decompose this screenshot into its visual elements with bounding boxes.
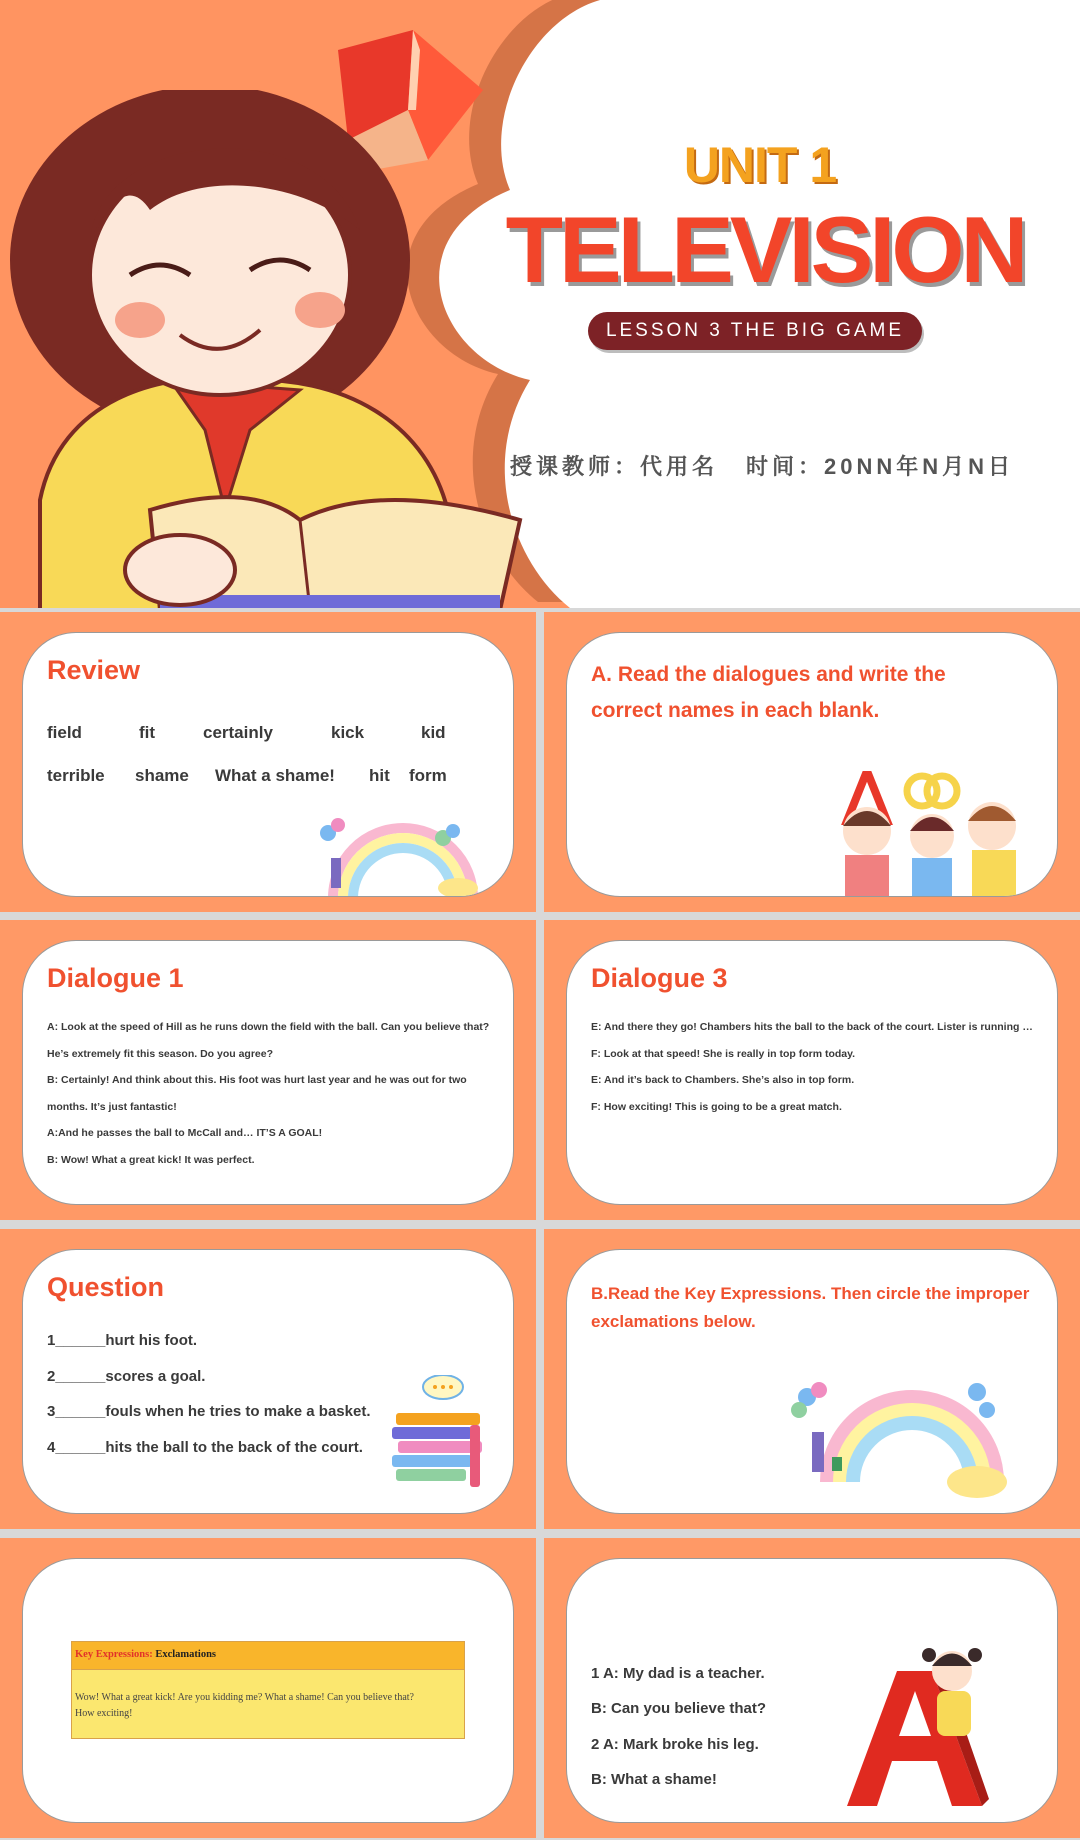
slide-card	[22, 1249, 514, 1514]
date-label: 时间：20NN年N月N日	[746, 454, 1015, 479]
slide-card	[566, 1558, 1058, 1823]
slide-title: Question	[47, 1272, 165, 1302]
key-expressions-line: How exciting!	[75, 1708, 133, 1719]
dialogue-line: A: Look at the speed of Hill as he runs down the field with the ball. Can you believe that?	[47, 1021, 490, 1033]
key-expressions-table	[71, 1641, 465, 1739]
slide-title: Dialogue 3	[591, 963, 728, 993]
slide-question	[0, 1229, 536, 1529]
vocab-word: hit	[369, 766, 390, 785]
rainbow-illustration	[313, 803, 483, 897]
slide-task-a	[544, 612, 1080, 912]
task-b-heading-line1: B.Read the Key Expressions. Then circle the improper	[591, 1284, 1030, 1303]
slide-dialogue-3	[544, 920, 1080, 1220]
key-expressions-body	[72, 1670, 464, 1722]
vocab-word: kid	[421, 723, 446, 742]
slide-card	[566, 1249, 1058, 1514]
slide-card	[566, 940, 1058, 1205]
dialogue-line: F: How exciting! This is going to be a great match.	[591, 1101, 842, 1113]
slide-exercise	[544, 1538, 1080, 1838]
vocab-word: fit	[139, 723, 156, 742]
exclamations-label: Exclamations	[155, 1649, 216, 1660]
unit-title: UNIT 1	[683, 137, 837, 193]
slide-task-b	[544, 1229, 1080, 1529]
slide-card	[22, 940, 514, 1205]
dialogue-line: E: And there they go! Chambers hits the ball to the back of the court. Lister is running …	[591, 1021, 1033, 1033]
task-a-heading-line2: correct names in each blank.	[591, 699, 880, 722]
slide-card	[22, 632, 514, 897]
slide-dialogue-1	[0, 920, 536, 1220]
slide-review	[0, 612, 536, 912]
vocab-word: What a shame!	[215, 766, 335, 785]
vocab-word: field	[47, 723, 82, 742]
main-title: TELEVISION	[505, 197, 1025, 302]
slide-title: Dialogue 1	[47, 963, 184, 993]
question-item: 1______hurt his foot.	[47, 1332, 198, 1349]
exercise-line: 1 A: My dad is a teacher.	[591, 1665, 765, 1682]
dialogue-line: F: Look at that speed! She is really in top form today.	[591, 1048, 856, 1060]
vocab-word: kick	[331, 723, 365, 742]
vocab-word: terrible	[47, 766, 105, 785]
vocab-word: certainly	[203, 723, 273, 742]
task-b-heading-line2: exclamations below.	[591, 1312, 756, 1331]
slide-card	[22, 1558, 514, 1823]
kids-with-letters-illustration	[817, 771, 1037, 897]
slide-card	[566, 632, 1058, 897]
dialogue-line: B: Certainly! And think about this. His foot was hurt last year and he was out for two	[47, 1074, 467, 1086]
vocab-word: form	[409, 766, 447, 785]
key-expressions-label: Key Expressions:	[75, 1649, 153, 1660]
exercise-line: B: What a shame!	[591, 1771, 717, 1788]
dialogue-line: He’s extremely fit this season. Do you agree?	[47, 1048, 274, 1060]
key-expressions-header	[72, 1642, 464, 1670]
key-expressions-line: Wow! What a great kick! Are you kidding me? What a shame! Can you believe that?	[75, 1692, 414, 1703]
dialogue-line: E: And it’s back to Chambers. She’s also in top form.	[591, 1074, 855, 1086]
exercise-line: 2 A: Mark broke his leg.	[591, 1736, 759, 1753]
letter-a-girl-illustration	[837, 1641, 997, 1811]
reading-girl-illustration	[0, 90, 560, 608]
task-a-heading-line1: A. Read the dialogues and write the	[591, 663, 946, 686]
vocab-word: shame	[135, 766, 189, 785]
cover-slide	[0, 0, 1080, 608]
question-item: 3______fouls when he tries to make a basket.	[47, 1403, 371, 1420]
dialogue-line: B: Wow! What a great kick! It was perfect.	[47, 1154, 255, 1166]
question-item: 4______hits the ball to the back of the court.	[47, 1439, 363, 1456]
dialogue-line: months. It’s just fantastic!	[47, 1101, 177, 1113]
dialogue-line: A:And he passes the ball to McCall and… IT’S A GOAL!	[47, 1127, 323, 1139]
exercise-line: B: Can you believe that?	[591, 1700, 767, 1717]
slide-title: Review	[47, 655, 141, 685]
rainbow-illustration	[787, 1362, 1017, 1512]
lesson-badge: LESSON 3 THE BIG GAME	[588, 312, 922, 350]
teacher-label: 授课教师：代用名	[510, 454, 719, 479]
book-stack-icon	[388, 1375, 498, 1495]
question-item: 2______scores a goal.	[47, 1368, 206, 1385]
slide-key-expressions	[0, 1538, 536, 1838]
